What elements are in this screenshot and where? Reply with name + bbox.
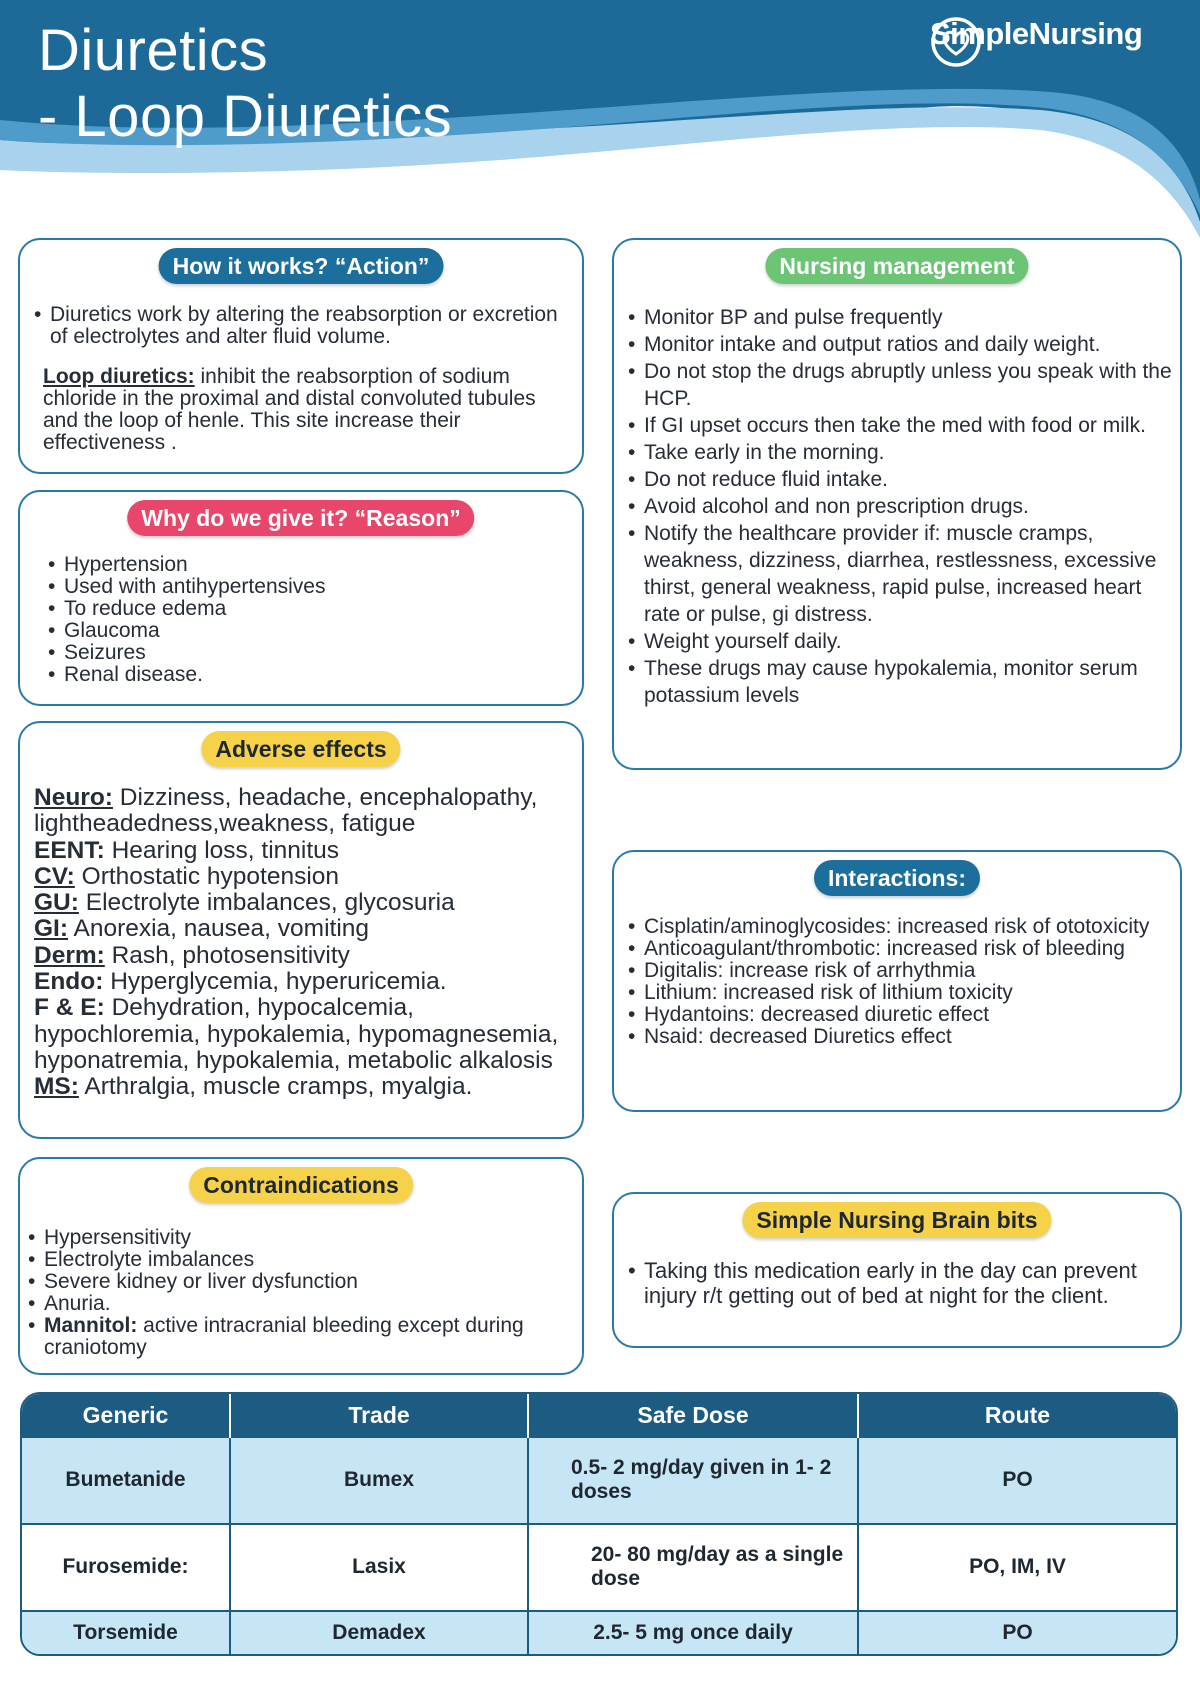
action-text (34, 304, 564, 454)
interactions-card (612, 850, 1182, 1112)
reason-item: • Renal disease. (48, 664, 568, 686)
contra-item: • Anuria. (28, 1293, 568, 1315)
action-card (18, 238, 584, 474)
cell-route: PO (858, 1437, 1176, 1524)
adverse-row-gi: GI: Anorexia, nausea, vomiting (34, 915, 370, 943)
cell-dose: 0.5- 2 mg/day given in 1- 2 doses (528, 1437, 858, 1524)
cell-dose: 2.5- 5 mg once daily (528, 1611, 858, 1654)
nursing-pill: Nursing management (765, 248, 1028, 284)
cell-dose: 20- 80 mg/day as a single dose (528, 1524, 858, 1611)
reason-item: • Seizures (48, 642, 568, 664)
adverse-pill: Adverse effects (201, 731, 400, 767)
contra-item: • Severe kidney or liver dysfunction (28, 1271, 568, 1293)
adverse-row-endo: Endo: Hyperglycemia, hyperuricemia. (34, 968, 447, 996)
drug-table (20, 1392, 1178, 1656)
reason-item: • Glaucoma (48, 620, 568, 642)
brainbits-list (628, 1258, 1148, 1308)
interaction-item: • Cisplatin/aminoglycosides: increased risk of ototoxicity (628, 916, 1168, 938)
nursing-list (628, 304, 1176, 709)
adverse-row-gu: GU: Electrolyte imbalances, glycosuria (34, 889, 455, 917)
cell-trade: Demadex (230, 1611, 528, 1654)
cell-route: PO, IM, IV (858, 1524, 1176, 1611)
stethoscope-heart-icon (930, 16, 982, 68)
action-pill: How it works? “Action” (159, 248, 444, 284)
adverse-row-ms: MS: Arthralgia, muscle cramps, myalgia. (34, 1073, 473, 1101)
nursing-item: • If GI upset occurs then take the med with food or milk. (628, 412, 1176, 439)
nursing-item: • Take early in the morning. (628, 439, 1176, 466)
nursing-item: • Avoid alcohol and non prescription drugs. (628, 493, 1176, 520)
adverse-row-eent: EENT: Hearing loss, tinnitus (34, 836, 340, 864)
adverse-list (34, 785, 582, 1101)
adverse-card (18, 721, 584, 1139)
contra-item: • Hypersensitivity (28, 1227, 568, 1249)
table-row (22, 1524, 1176, 1611)
nursing-item: • These drugs may cause hypokalemia, monitor serum potassium levels (628, 655, 1176, 709)
loop-text: inhibit the reabsorption of sodium chloride in the proximal and distal convoluted tubules and the loop of henle. This site increase their effectiveness . (43, 365, 536, 454)
nursing-card (612, 238, 1182, 770)
contra-item: • Electrolyte imbalances (28, 1249, 568, 1271)
loop-label: Loop diuretics: (43, 365, 195, 388)
interaction-item: • Hydantoins: decreased diuretic effect (628, 1004, 1168, 1026)
brainbits-card (612, 1192, 1182, 1348)
reason-list (48, 554, 568, 686)
reason-item: • To reduce edema (48, 598, 568, 620)
adverse-row-cv: CV: Orthostatic hypotension (34, 862, 340, 890)
brand-name: SimpleNursing (930, 16, 1143, 51)
reason-item: • Hypertension (48, 554, 568, 576)
nursing-item: • Monitor intake and output ratios and daily weight. (628, 331, 1176, 358)
nursing-item: • Weight yourself daily. (628, 628, 1176, 655)
nursing-item: • Do not stop the drugs abruptly unless you speak with the HCP. (628, 358, 1176, 412)
cell-generic: Bumetanide (22, 1437, 230, 1524)
contra-list (28, 1227, 568, 1359)
header-generic: Generic (22, 1394, 230, 1437)
nursing-item: • Notify the healthcare provider if: muscle cramps, weakness, dizziness, diarrhea, restlessness, excessive thirst, general weakness, rapid pulse, increased heart rate or pulse, gi distress. (628, 520, 1176, 628)
contra-pill: Contraindications (189, 1167, 413, 1203)
loop-paragraph (34, 366, 564, 454)
title-line-2: - Loop Diuretics (38, 84, 453, 149)
cell-generic: Torsemide (22, 1611, 230, 1654)
header-route: Route (858, 1394, 1176, 1437)
reason-item: • Used with antihypertensives (48, 576, 568, 598)
action-bullet: • Diuretics work by altering the reabsorption or excretion of electrolytes and alter fluid volume. (34, 304, 564, 348)
contra-card (18, 1157, 584, 1375)
interaction-item: • Lithium: increased risk of lithium toxicity (628, 982, 1168, 1004)
nursing-item: • Do not reduce fluid intake. (628, 466, 1176, 493)
cell-trade: Lasix (230, 1524, 528, 1611)
header-trade: Trade (230, 1394, 528, 1437)
reason-pill: Why do we give it? “Reason” (127, 500, 474, 536)
interaction-item: • Digitalis: increase risk of arrhythmia (628, 960, 1168, 982)
cell-route: PO (858, 1611, 1176, 1654)
brainbits-item: • Taking this medication early in the day can prevent injury r/t getting out of bed at night for the client. (628, 1258, 1148, 1308)
title-line-1: Diuretics (38, 18, 269, 83)
reason-card (18, 490, 584, 706)
table-header-row (22, 1394, 1176, 1437)
interactions-pill: Interactions: (814, 860, 980, 896)
brainbits-pill: Simple Nursing Brain bits (742, 1202, 1051, 1238)
header-banner (0, 0, 1200, 240)
adverse-row-derm: Derm: Rash, photosensitivity (34, 941, 350, 969)
table-row (22, 1437, 1176, 1524)
cell-trade: Bumex (230, 1437, 528, 1524)
cell-generic: Furosemide: (22, 1524, 230, 1611)
interaction-item: • Nsaid: decreased Diuretics effect (628, 1026, 1168, 1048)
adverse-row-fe: F & E: Dehydration, hypocalcemia, hypochloremia, hypokalemia, hypomagnesemia, hyponatremia, hypokalemia, metabolic alkalosis (34, 994, 559, 1074)
adverse-row-neuro: Neuro: Dizziness, headache, encephalopathy, lightheadedness,weakness, fatigue (34, 784, 538, 838)
interaction-item: • Anticoagulant/thrombotic: increased risk of bleeding (628, 938, 1168, 960)
brand-logo (930, 16, 1142, 52)
page-title (38, 18, 452, 150)
header-safe-dose: Safe Dose (528, 1394, 858, 1437)
table-row (22, 1611, 1176, 1654)
contra-item-mannitol: • Mannitol: active intracranial bleeding except during craniotomy (28, 1315, 568, 1359)
interactions-list (628, 916, 1168, 1048)
nursing-item: • Monitor BP and pulse frequently (628, 304, 1176, 331)
